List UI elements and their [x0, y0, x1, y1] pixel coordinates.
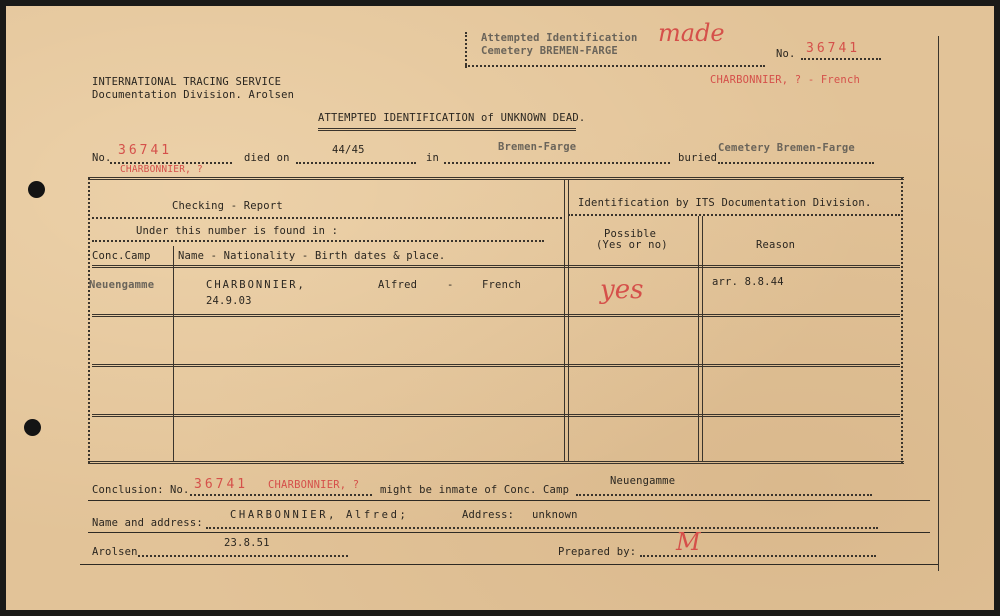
row-rule-2 — [92, 364, 900, 367]
prepared-by-initial: M — [676, 528, 701, 556]
document-title: ATTEMPTED IDENTIFICATION of UNKNOWN DEAD. — [318, 112, 586, 124]
row-name: CHARBONNIER, — [206, 279, 306, 291]
address-name: CHARBONNIER, Alfred; — [230, 509, 409, 521]
stamp-border-left — [465, 32, 467, 68]
row-reason: arr. 8.8.44 — [712, 276, 784, 288]
stamp-handwritten-note: made — [658, 19, 725, 47]
row-nationality: French — [482, 279, 522, 291]
org-division: Documentation Division. Arolsen — [92, 89, 295, 101]
address-value: unknown — [532, 509, 578, 521]
stamp-line-1: Attempted Identification — [481, 32, 638, 44]
header-no-dots — [801, 58, 881, 60]
record-no-value: 36741 — [118, 143, 173, 158]
in-value: Bremen-Farge — [498, 141, 577, 153]
header-rule-left — [92, 217, 562, 219]
table-divider-camp — [173, 246, 174, 461]
col-camp-header: Conc.Camp — [92, 250, 151, 262]
row-birth: 24.9.03 — [206, 295, 252, 307]
row-rule-1 — [92, 314, 900, 317]
stamp-border-bottom — [465, 65, 765, 67]
row-rule-3 — [92, 414, 900, 417]
table-divider-reason — [698, 216, 703, 461]
row-possible-handwritten: yes — [600, 275, 644, 305]
address-label: Address: — [462, 509, 515, 521]
buried-dots — [718, 162, 874, 164]
row-first-name: Alfred — [378, 279, 418, 291]
address-rule — [88, 532, 930, 533]
table-right-border — [901, 177, 903, 464]
header-no-label: No. — [776, 48, 796, 60]
column-header-rule — [92, 265, 900, 268]
org-name: INTERNATIONAL TRACING SERVICE — [92, 76, 282, 88]
died-on-label: died on — [244, 152, 290, 164]
footer-date-dots — [138, 555, 348, 557]
conclusion-camp-dots — [576, 494, 872, 496]
row-dash: - — [447, 279, 454, 291]
in-label: in — [426, 152, 440, 164]
prepared-by-label: Prepared by: — [558, 546, 637, 558]
conclusion-no-value: 36741 — [194, 477, 249, 492]
right-border-line — [938, 36, 939, 571]
conclusion-text: might be inmate of Conc. Camp — [380, 484, 570, 496]
died-on-dots — [296, 162, 416, 164]
name-address-label: Name and address: — [92, 517, 203, 529]
in-dots — [444, 162, 670, 164]
conclusion-dots — [190, 494, 372, 496]
punch-hole-bottom — [24, 419, 41, 436]
punch-hole-top — [28, 181, 45, 198]
checking-report-header: Checking - Report — [172, 200, 283, 212]
footer-date: 23.8.51 — [224, 537, 270, 549]
header-rule-right — [568, 214, 900, 216]
col-name-header: Name - Nationality - Birth dates & place. — [178, 250, 446, 262]
found-in-rule — [92, 240, 544, 242]
title-underline — [318, 128, 576, 131]
col-reason-header: Reason — [756, 239, 796, 251]
conclusion-rule — [88, 500, 930, 501]
conclusion-label: Conclusion: — [92, 484, 164, 496]
died-on-value: 44/45 — [332, 144, 365, 156]
col-possible-header-1: Possible — [604, 228, 657, 240]
footer-place: Arolsen — [92, 546, 138, 558]
table-divider-main — [564, 179, 569, 461]
conclusion-name: CHARBONNIER, ? — [268, 479, 360, 491]
header-name-nationality: CHARBONNIER, ? - French — [710, 74, 860, 86]
stamp-line-2: Cemetery BREMEN-FARGE — [481, 45, 618, 57]
bottom-rule — [80, 564, 938, 565]
record-card — [6, 6, 994, 610]
header-no-value: 36741 — [806, 41, 861, 56]
col-possible-header-2: (Yes or no) — [596, 239, 668, 251]
row-camp: Neuengamme — [89, 279, 155, 291]
name-address-dots — [206, 527, 878, 529]
record-no-label: No. — [92, 152, 112, 164]
conclusion-no-label: No. — [170, 484, 190, 496]
buried-label: buried — [678, 152, 718, 164]
buried-value: Cemetery Bremen-Farge — [718, 142, 855, 154]
table-left-border — [88, 177, 90, 464]
conclusion-camp: Neuengamme — [610, 475, 676, 487]
identification-header: Identification by ITS Documentation Division. — [578, 197, 872, 209]
record-name: CHARBONNIER, ? — [120, 164, 203, 175]
table-top-border — [88, 177, 904, 180]
table-bottom-border — [88, 461, 904, 464]
found-in-label: Under this number is found in : — [136, 225, 339, 237]
